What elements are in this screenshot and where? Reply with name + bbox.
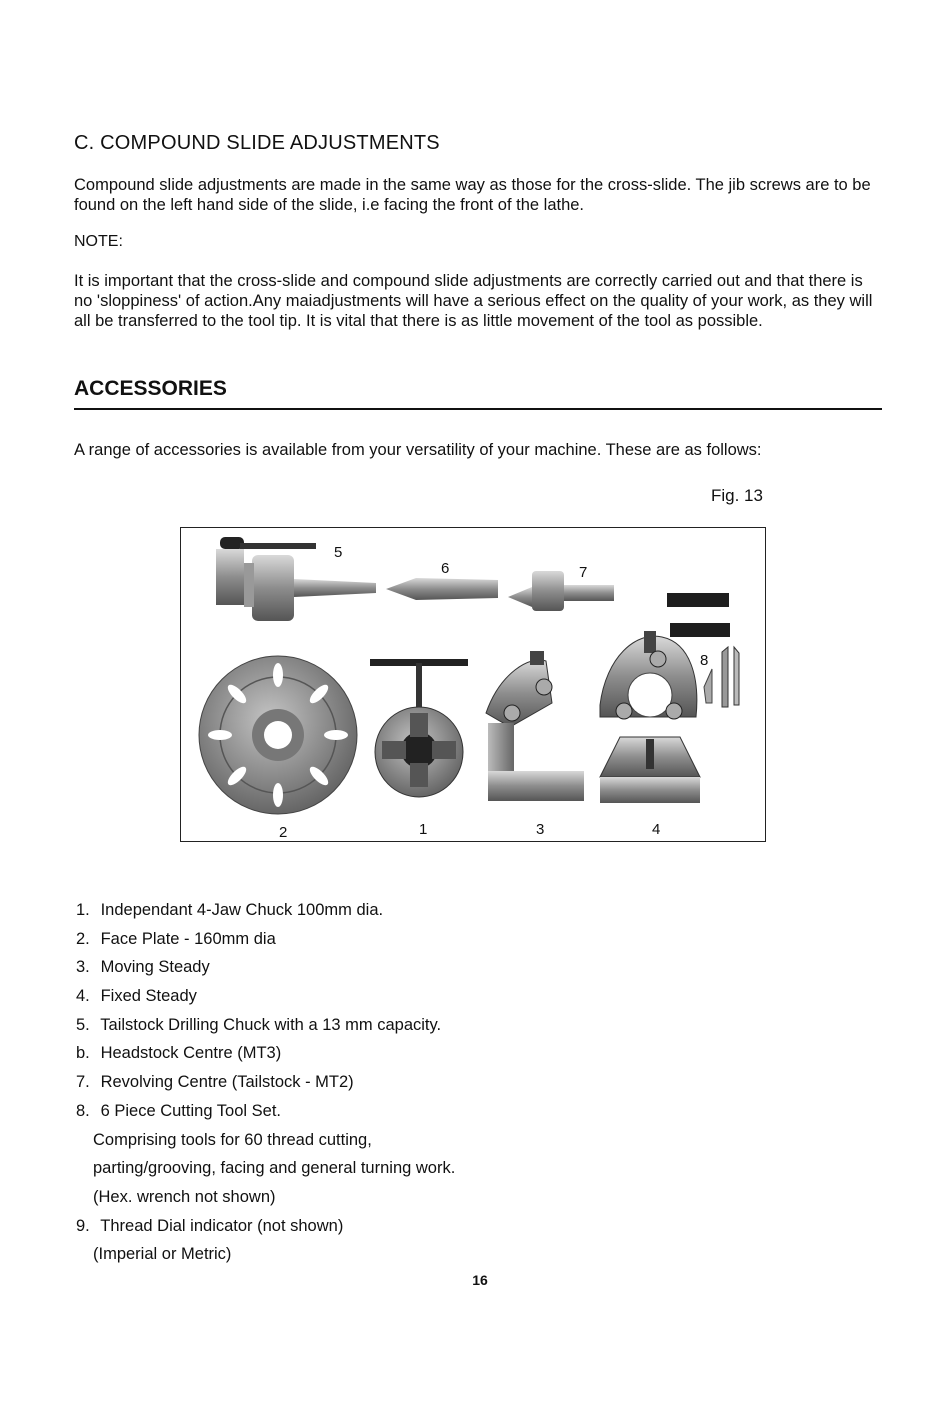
list-item-text: (Imperial or Metric) — [93, 1245, 232, 1264]
list-item-text: Fixed Steady — [100, 987, 197, 1006]
list-item — [76, 1212, 455, 1241]
list-item — [76, 925, 455, 954]
list-item-number: 9. — [76, 1216, 90, 1235]
list-item-number: b. — [76, 1044, 90, 1063]
list-item-text: Moving Steady — [100, 958, 210, 977]
callout-2: 2 — [279, 824, 288, 841]
list-item-text: 6 Piece Cutting Tool Set. — [100, 1101, 281, 1120]
list-item — [76, 1039, 455, 1068]
list-item — [76, 1068, 455, 1097]
callout-1: 1 — [419, 821, 428, 838]
list-item-continuation — [76, 1154, 455, 1183]
list-item-number: 7. — [76, 1073, 90, 1092]
list-item — [76, 896, 455, 925]
accessories-list — [76, 896, 455, 1269]
heading-rule — [74, 408, 882, 410]
compound-slide-paragraph: Compound slide adjustments are made in the same way as those for the cross-slide. The jib screws are to be found on the left hand side of the slide, i.e facing the front of the lathe. — [74, 176, 871, 214]
list-item-text: Comprising tools for 60 thread cutting, — [93, 1130, 372, 1149]
list-item-continuation — [76, 1240, 455, 1269]
callout-4: 4 — [652, 821, 661, 838]
list-item-continuation — [76, 1126, 455, 1155]
list-item-text: Thread Dial indicator (not shown) — [100, 1216, 344, 1235]
list-item-number: 4. — [76, 987, 90, 1006]
list-item-text: Face Plate - 160mm dia — [100, 929, 276, 948]
callout-7: 7 — [579, 564, 588, 581]
list-item-text: Revolving Centre (Tailstock - MT2) — [100, 1073, 354, 1092]
callout-6: 6 — [441, 560, 450, 577]
list-item-number: 5. — [76, 1015, 90, 1034]
list-item-number: 8. — [76, 1101, 90, 1120]
list-item-text: parting/grooving, facing and general turning work. — [93, 1159, 456, 1178]
accessories-heading: ACCESSORIES — [74, 377, 227, 400]
list-item-number: 1. — [76, 901, 90, 919]
accessories-intro: A range of accessories is available from your versatility of your machine. These are as follows: — [74, 441, 762, 459]
note-paragraph: It is important that the cross-slide and compound slide adjustments are correctly carried out and that there is no 'sloppiness' of action.Any maiadjustments will have a serious effect on the quality of your work, as they will all be transferred to the tool tip. It is vital that there is as little movement of the tool as possible. — [74, 272, 873, 330]
list-item — [76, 982, 455, 1011]
callout-5: 5 — [334, 544, 343, 561]
callout-3: 3 — [536, 821, 545, 838]
figure-label: Fig. 13 — [711, 486, 763, 505]
list-item-text: (Hex. wrench not shown) — [93, 1187, 276, 1206]
note-label: NOTE: — [74, 233, 123, 250]
list-item-number: 2. — [76, 929, 90, 948]
list-item-text: Tailstock Drilling Chuck with a 13 mm capacity. — [100, 1015, 442, 1034]
list-item-continuation — [76, 1183, 455, 1212]
callout-8: 8 — [700, 652, 709, 669]
page-number: 16 — [472, 1272, 488, 1288]
accessories-figure — [180, 527, 766, 842]
face-plate-image — [199, 656, 357, 814]
list-item-text: Independant 4-Jaw Chuck 100mm dia. — [100, 901, 384, 919]
section-heading: C. COMPOUND SLIDE ADJUSTMENTS — [74, 132, 440, 154]
list-item-number: 3. — [76, 958, 90, 977]
list-item — [76, 953, 455, 982]
list-item — [76, 1011, 455, 1040]
list-item-text: Headstock Centre (MT3) — [100, 1044, 282, 1063]
list-item — [76, 1097, 455, 1126]
